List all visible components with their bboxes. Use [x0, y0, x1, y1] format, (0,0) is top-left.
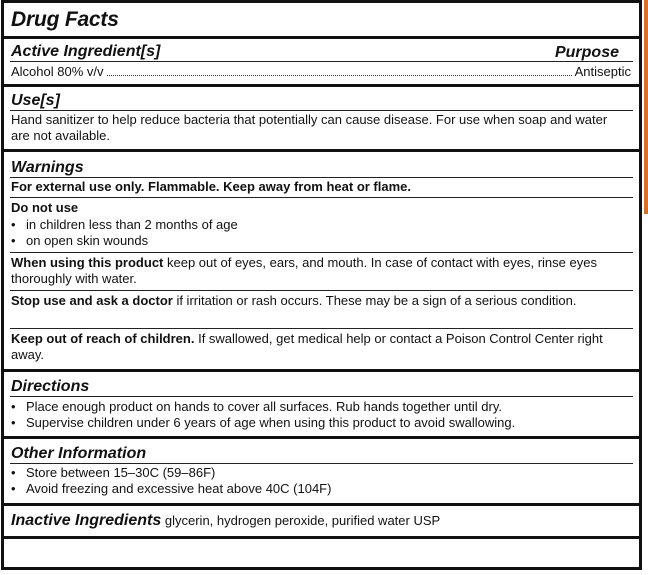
- uses-text: Hand sanitizer to help reduce bacteria that potentially can cause disease. For use when soap and water are not available.: [11, 112, 608, 143]
- list-item: • Place enough product on hands to cover all surfaces. Rub hands together until dry.: [11, 399, 502, 414]
- divider: [10, 463, 633, 464]
- edge-strip: [644, 0, 648, 214]
- divider: [4, 536, 639, 539]
- active-ingredient-value: Alcohol 80% v/v: [11, 64, 104, 79]
- list-item: • Supervise children under 6 years of age when using this product to avoid swallowing.: [11, 415, 516, 430]
- divider: [4, 149, 639, 152]
- drug-facts-panel: [1, 0, 642, 570]
- page-title: Drug Facts: [11, 8, 119, 31]
- other-information-heading: Other Information: [11, 445, 147, 462]
- divider: [10, 290, 633, 291]
- divider: [10, 328, 633, 329]
- stop-use-warning: Stop use and ask a doctor if irritation or rash occurs. These may be a sign of a serious condition.: [11, 293, 577, 308]
- warnings-heading: Warnings: [11, 159, 84, 176]
- divider: [10, 61, 633, 62]
- purpose-heading: Purpose: [554, 44, 619, 61]
- list-item: • Avoid freezing and excessive heat above 40C (104F): [11, 481, 332, 496]
- keep-out-of-reach-warning: Keep out of reach of children. If swallowed, get medical help or contact a Poison Control Center right away.: [11, 331, 603, 362]
- when-using-warning: When using this product keep out of eyes, ears, and mouth. In case of contact with eyes, rinse eyes thoroughly with water.: [11, 255, 597, 286]
- list-item: • Store between 15–30C (59–86F): [11, 465, 216, 480]
- list-item: • in children less than 2 months of age: [11, 217, 238, 232]
- uses-heading: Use[s]: [11, 92, 60, 109]
- dot-leader: [107, 74, 572, 76]
- directions-heading: Directions: [11, 378, 90, 395]
- divider: [10, 252, 633, 253]
- active-ingredient-row: [11, 64, 631, 80]
- divider: [4, 436, 639, 439]
- inactive-ingredients-heading: Inactive Ingredients: [11, 512, 162, 529]
- external-use-warning: For external use only. Flammable. Keep away from heat or flame.: [11, 179, 411, 194]
- inactive-ingredients-text: glycerin, hydrogen peroxide, purified water USP: [161, 513, 441, 528]
- divider: [4, 36, 639, 39]
- list-item: • on open skin wounds: [11, 233, 149, 248]
- divider: [4, 369, 639, 372]
- divider: [10, 110, 633, 111]
- divider: [4, 84, 639, 87]
- purpose-value: Antiseptic: [574, 64, 631, 79]
- divider: [10, 396, 633, 397]
- active-ingredient-heading: Active Ingredient[s]: [11, 43, 161, 60]
- do-not-use-heading: Do not use: [11, 200, 79, 215]
- divider: [10, 177, 633, 178]
- inactive-ingredients: [11, 513, 629, 529]
- divider: [4, 503, 639, 506]
- divider: [10, 197, 633, 198]
